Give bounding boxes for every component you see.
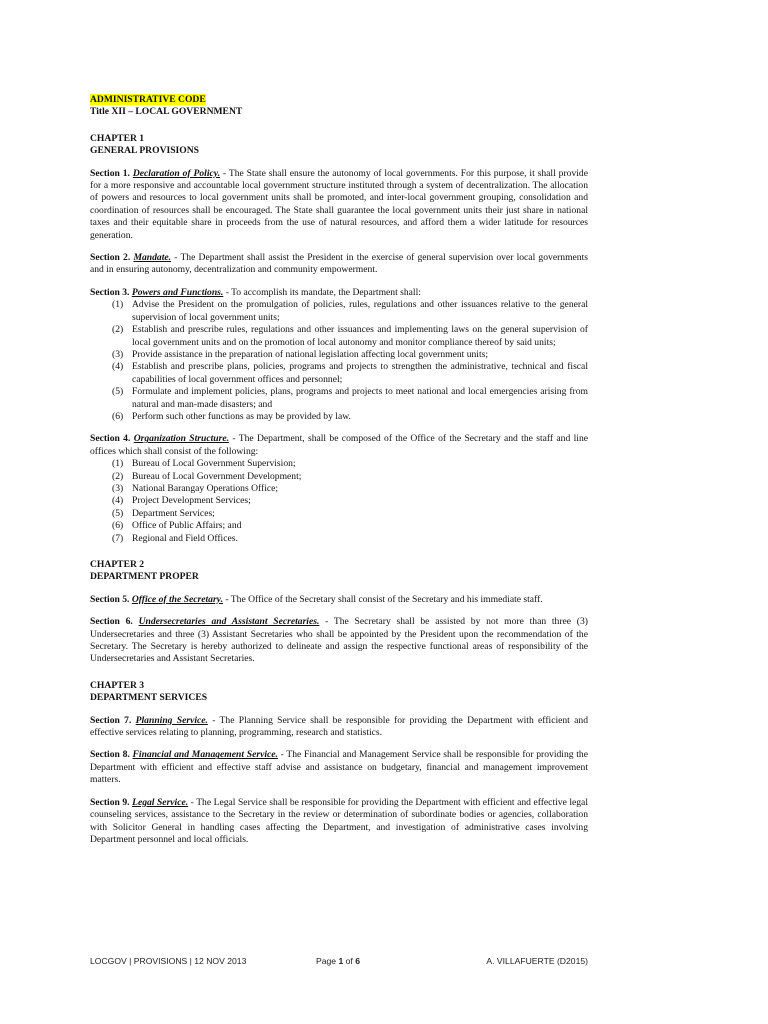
chapter-number: CHAPTER 2 [90,559,145,570]
section-8 [90,749,588,786]
list-number: (1) [112,299,124,311]
chapter-3-heading [90,680,588,705]
page-current: 1 [338,956,344,966]
list-number: (7) [112,532,124,544]
list-number: (3) [112,348,124,360]
chapter-1-heading [90,133,588,158]
list-item [112,533,588,545]
list-text: Regional and Field Offices. [132,532,238,544]
list-item [112,520,588,532]
section-4-list [90,458,588,545]
section-1 [90,168,588,242]
list-text: Provide assistance in the preparation of national legislation affecting local government units; [132,348,489,360]
list-text: Establish and prescribe rules, regulations and other issuances and implementing laws on the general supervision of local government units and on the promotion of local autonomy and monitor compliance thereof by said units; [132,324,588,348]
section-title: Legal Service. [132,796,189,808]
section-title: Organization Structure. [133,433,230,445]
chapter-2-heading [90,559,588,584]
footer-page-number [316,956,360,966]
section-label: Section 4. [90,433,131,445]
list-item [112,361,588,386]
section-label: Section 3. [90,286,130,298]
section-label: Section 6. [90,616,133,628]
section-label: Section 8. [90,749,130,761]
section-3 [90,287,588,299]
list-number: (3) [112,482,124,494]
section-body: - The Department, shall be composed of the Office of the Secretary and the staff and line offices which shall consist of the following: [90,433,588,457]
section-title: Financial and Management Service. [132,749,278,761]
section-2 [90,252,588,277]
list-item [112,324,588,349]
list-item [112,299,588,324]
chapter-name: DEPARTMENT SERVICES [90,692,208,704]
section-body: - The Legal Service shall be responsible for providing the Department with efficient and effective legal counseling services, assistance to the Secretary in the review or determination of subordinate bodies or agencies, collaboration with Solicitor General in handling cases affecting the Department, and investigation of administrative cases involving Department personnel and local officials. [90,796,588,845]
chapter-number: CHAPTER 3 [90,679,145,691]
section-6 [90,616,588,666]
list-text: Department Services; [132,507,215,519]
list-number: (4) [112,495,124,507]
document-header [90,94,588,119]
section-title: Powers and Functions. [131,286,224,298]
document-body [90,94,588,846]
section-body: - To accomplish its mandate, the Department shall: [223,286,421,298]
section-body: - The Department shall assist the President in the exercise of general supervision over local governments and in ensuring autonomy, decentralization and community empowerment. [90,252,588,276]
section-4 [90,433,588,458]
section-9 [90,797,588,847]
list-text: Project Development Services; [132,495,251,507]
list-item [112,495,588,507]
section-title: Office of the Secretary. [131,593,223,605]
footer-left: LOCGOV | PROVISIONS | 12 NOV 2013 [90,956,247,966]
list-text: Advise the President on the promulgation of policies, rules, regulations and other issuances relative to the general supervision of local government units; [132,299,588,323]
page-footer [90,956,588,970]
section-label: Section 7. [90,714,132,726]
section-5 [90,594,588,606]
list-item [112,471,588,483]
section-label: Section 5. [90,593,130,605]
list-text: National Barangay Operations Office; [132,482,279,494]
section-3-list [90,299,588,423]
list-text: Office of Public Affairs; and [132,520,242,532]
page-total: 6 [355,956,360,966]
list-text: Formulate and implement policies, plans, programs and projects to meet national and local emergencies arising from natural and man-made disasters; and [132,386,588,410]
list-text: Establish and prescribe plans, policies, programs and projects to strengthen the administrative, technical and fiscal capabilities of local government offices and personnel; [132,361,588,385]
list-item [112,349,588,361]
code-title: ADMINISTRATIVE CODE [90,94,206,105]
footer-right: A. VILLAFUERTE (D2015) [486,956,588,966]
list-item [112,508,588,520]
list-number: (5) [112,507,124,519]
section-label: Section 2. [90,252,131,264]
section-title: Planning Service. [135,714,208,726]
list-number: (6) [112,410,124,422]
section-body: - The Office of the Secretary shall consist of the Secretary and his immediate staff. [222,593,543,605]
section-body: - The Secretary shall be assisted by not more than three (3) Undersecretaries and three (3) Assistant Secretaries who shall be appointed by the President upon the recommendation of the Secretary. The Secretary is hereby authorized to delineate and assign the respective functional areas of responsibility of the Undersecretaries and Assistant Secretaries. [90,616,588,665]
section-body: - The State shall ensure the autonomy of local governments. For this purpose, it shall provide for a more responsive and accountable local government structure instituted through a system of decentralization. The allocation of powers and resources to local government units shall be promoted, and inter-local government grouping, consolidation and coordination of resources shall be encouraged. The State shall guarantee the local government units their just share in national taxes and their equitable share in proceeds from the use of natural resources, and afford them a wider latitude for resources generation. [90,167,588,241]
list-number: (2) [112,470,124,482]
list-number: (1) [112,458,124,470]
chapter-number: CHAPTER 1 [90,132,145,144]
section-title: Undersecretaries and Assistant Secretaries. [138,616,320,628]
section-body: - The Planning Service shall be responsible for providing the Department with efficient and effective services relating to planning, programming, research and statistics. [90,714,588,739]
list-number: (6) [112,520,124,532]
list-number: (4) [112,361,124,373]
page-of: of [343,956,356,966]
chapter-name: GENERAL PROVISIONS [90,145,200,157]
chapter-name: DEPARTMENT PROPER [90,571,199,583]
section-7 [90,715,588,740]
section-title: Declaration of Policy. [132,167,221,179]
list-item [112,386,588,411]
list-text: Bureau of Local Government Supervision; [132,458,296,470]
list-item [112,411,588,423]
section-label: Section 1. [90,167,130,179]
list-text: Bureau of Local Government Development; [132,470,302,482]
list-text: Perform such other functions as may be provided by law. [132,410,351,422]
list-number: (2) [112,324,124,336]
list-number: (5) [112,386,124,398]
list-item [112,458,588,470]
page-prefix: Page [316,956,339,966]
list-item [112,483,588,495]
section-body: - The Financial and Management Service shall be responsible for providing the Department with efficient and effective staff advise and assistance on budgetary, financial and management improvement matters. [90,749,588,786]
title-xii: Title XII – LOCAL GOVERNMENT [90,106,243,118]
section-title: Mandate. [133,252,172,264]
section-label: Section 9. [90,796,130,808]
